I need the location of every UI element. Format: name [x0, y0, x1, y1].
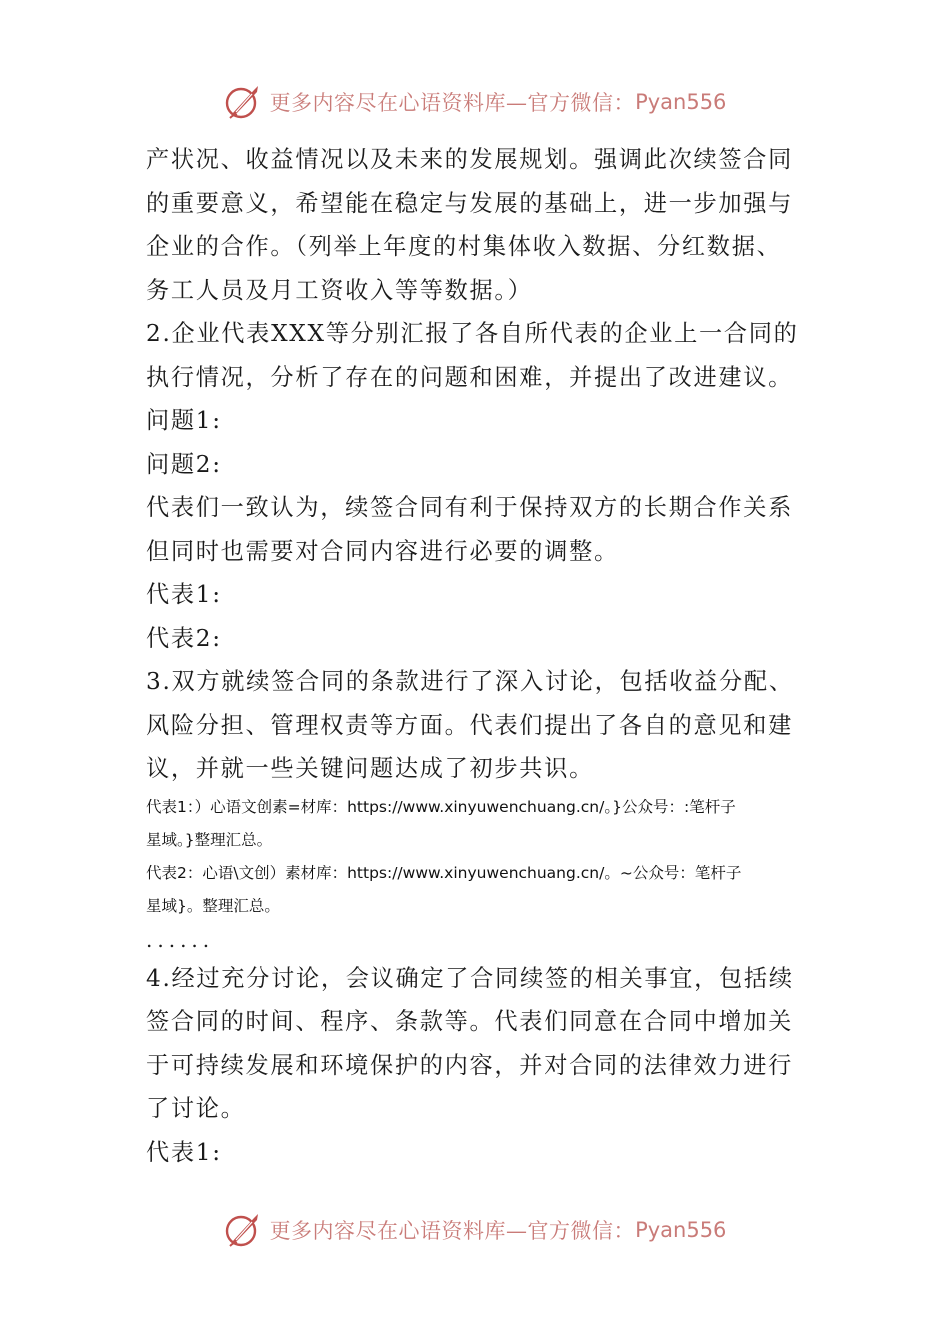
small-note-line: 代表2：心语\文创）素材库：https://www.xinyuwenchuang.cn/。~公众号：笔杆子 — [146, 863, 742, 882]
paragraph-line: 2.企业代表XXX等分别汇报了各自所代表的企业上一合同的 — [146, 320, 799, 347]
small-note-line: 星域。}整理汇总。 — [146, 830, 273, 849]
banner-wechat-id: Pyan556 — [635, 90, 727, 114]
paragraph-line: 执行情况，分析了存在的问题和困难，并提出了改进建议。 — [146, 363, 794, 391]
paragraph-line: 的重要意义，希望能在稳定与发展的基础上，进一步加强与 — [146, 189, 794, 217]
ellipsis: ...... — [146, 927, 215, 952]
banner-text: 更多内容尽在心语资料库—官方微信： — [269, 91, 636, 115]
paragraph-line: 于可持续发展和环境保护的内容，并对合同的法律效力进行 — [146, 1051, 794, 1079]
footer-banner — [0, 1208, 950, 1252]
paragraph-line: 议，并就一些关键问题达成了初步共识。 — [146, 755, 594, 782]
quill-pen-seal-icon — [224, 82, 264, 122]
paragraph-line: 代表们一致认为，续签合同有利于保持双方的长期合作关系 — [146, 494, 794, 521]
banner-wechat-id: Pyan556 — [635, 1218, 727, 1242]
paragraph-line: 产状况、收益情况以及未来的发展规划。强调此次续签合同 — [146, 146, 794, 173]
quill-pen-seal-icon — [224, 1210, 264, 1250]
paragraph-line: 风险分担、管理权责等方面。代表们提出了各自的意见和建 — [146, 711, 794, 739]
paragraph-line: 但同时也需要对合同内容进行必要的调整。 — [146, 537, 619, 565]
document-body — [146, 138, 810, 1174]
issue-label: 问题2: — [146, 450, 222, 478]
header-banner — [0, 80, 950, 124]
representative-label: 代表1: — [146, 581, 222, 608]
small-note-line: 代表1：）心语文创素=材库：https://www.xinyuwenchuang.cn/。}公众号：:笔杆子 — [146, 797, 736, 816]
small-note-line: 星域}。整理汇总。 — [146, 896, 280, 915]
paragraph-line: 务工人员及月工资收入等等数据。） — [146, 276, 533, 304]
banner-text: 更多内容尽在心语资料库—官方微信： — [269, 1219, 636, 1243]
paragraph-line: 3.双方就续签合同的条款进行了深入讨论，包括收益分配、 — [146, 668, 794, 695]
representative-label: 代表1: — [146, 1138, 222, 1166]
paragraph-line: 4.经过充分讨论，会议确定了合同续签的相关事宜，包括续 — [146, 964, 794, 992]
issue-label: 问题1: — [146, 407, 222, 434]
paragraph-line: 企业的合作。（列举上年度的村集体收入数据、分红数据、 — [146, 233, 782, 260]
paragraph-line: 签合同的时间、程序、条款等。代表们同意在合同中增加关 — [146, 1008, 794, 1035]
representative-label: 代表2: — [146, 624, 222, 652]
paragraph-line: 了讨论。 — [146, 1095, 246, 1122]
